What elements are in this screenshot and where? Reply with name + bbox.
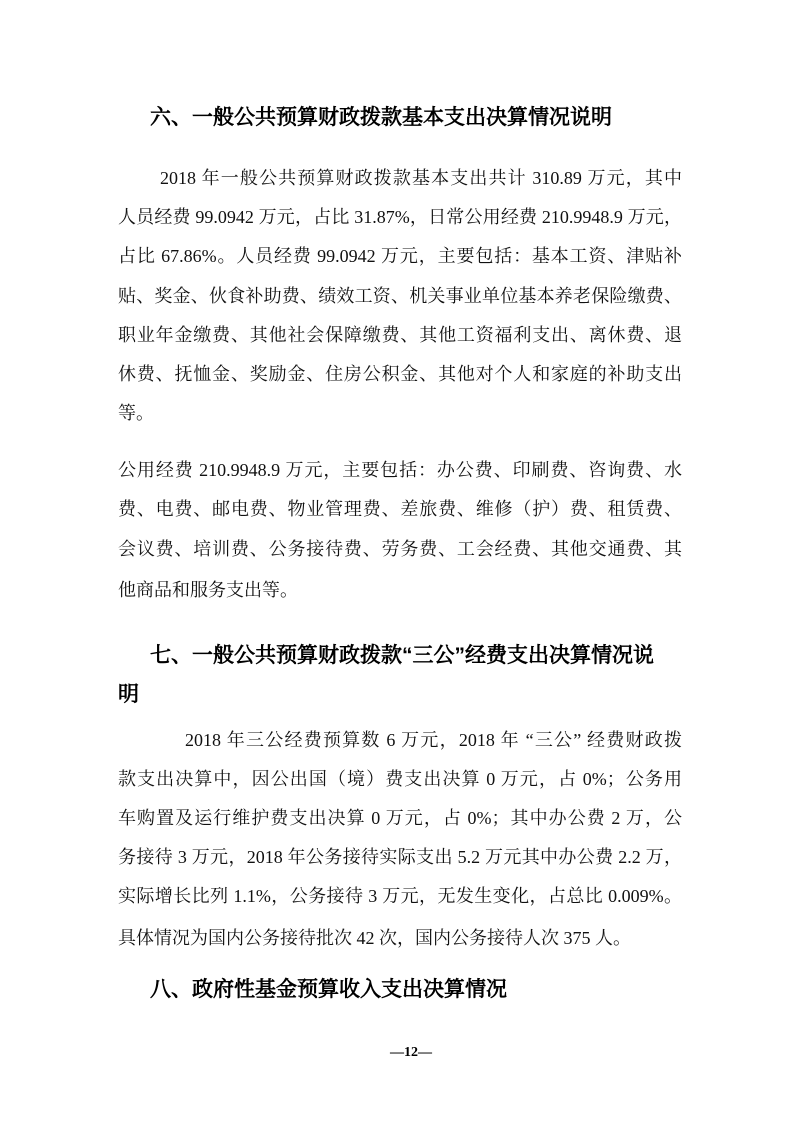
paragraph-line: 贴、奖金、伙食补助费、绩效工资、机关事业单位基本养老保险缴费、	[118, 286, 682, 306]
paragraph-line: 务接待 3 万元，2018 年公务接待实际支出 5.2 万元其中办公费 2.2 万，	[118, 847, 682, 867]
paragraph-line: 2018 年三公经费预算数 6 万元，2018 年 “三公” 经费财政拨	[185, 730, 682, 750]
paragraph-line: 他商品和服务支出等。	[118, 580, 298, 600]
paragraph-line: 款支出决算中，因公出国（境）费支出决算 0 万元，占 0%；公务用	[118, 769, 682, 789]
paragraph-line: 会议费、培训费、公务接待费、劳务费、工会经费、其他交通费、其	[118, 539, 682, 559]
paragraph-line: 休费、抚恤金、奖励金、住房公积金、其他对个人和家庭的补助支出	[118, 364, 682, 384]
paragraph-line: 2018 年一般公共预算财政拨款基本支出共计 310.89 万元，其中	[160, 168, 682, 188]
paragraph-line: 职业年金缴费、其他社会保障缴费、其他工资福利支出、离休费、退	[118, 325, 682, 345]
paragraph-line: 等。	[118, 403, 154, 423]
paragraph-line: 车购置及运行维护费支出决算 0 万元，占 0%；其中办公费 2 万，公	[118, 808, 682, 828]
section-heading-7-continued: 明	[118, 683, 139, 706]
paragraph-line: 实际增长比列 1.1%，公务接待 3 万元，无发生变化，占总比 0.009%。	[118, 886, 682, 906]
paragraph-line: 具体情况为国内公务接待批次 42 次，国内公务接待人次 375 人。	[118, 928, 631, 948]
paragraph-line: 人员经费 99.0942 万元，占比 31.87%，日常公用经费 210.9948.9 万元，	[118, 207, 682, 227]
section-heading-8: 八、政府性基金预算收入支出决算情况	[150, 978, 507, 1001]
paragraph-line: 占比 67.86%。人员经费 99.0942 万元，主要包括：基本工资、津贴补	[118, 246, 682, 266]
section-heading-7: 七、一般公共预算财政拨款“三公”经费支出决算情况说	[150, 644, 654, 667]
section-heading-6: 六、一般公共预算财政拨款基本支出决算情况说明	[150, 106, 612, 129]
paragraph-line: 公用经费 210.9948.9 万元，主要包括：办公费、印刷费、咨询费、水	[118, 460, 682, 480]
paragraph-line: 费、电费、邮电费、物业管理费、差旅费、维修（护）费、租赁费、	[118, 499, 682, 519]
page-number: —12—	[390, 1045, 432, 1060]
